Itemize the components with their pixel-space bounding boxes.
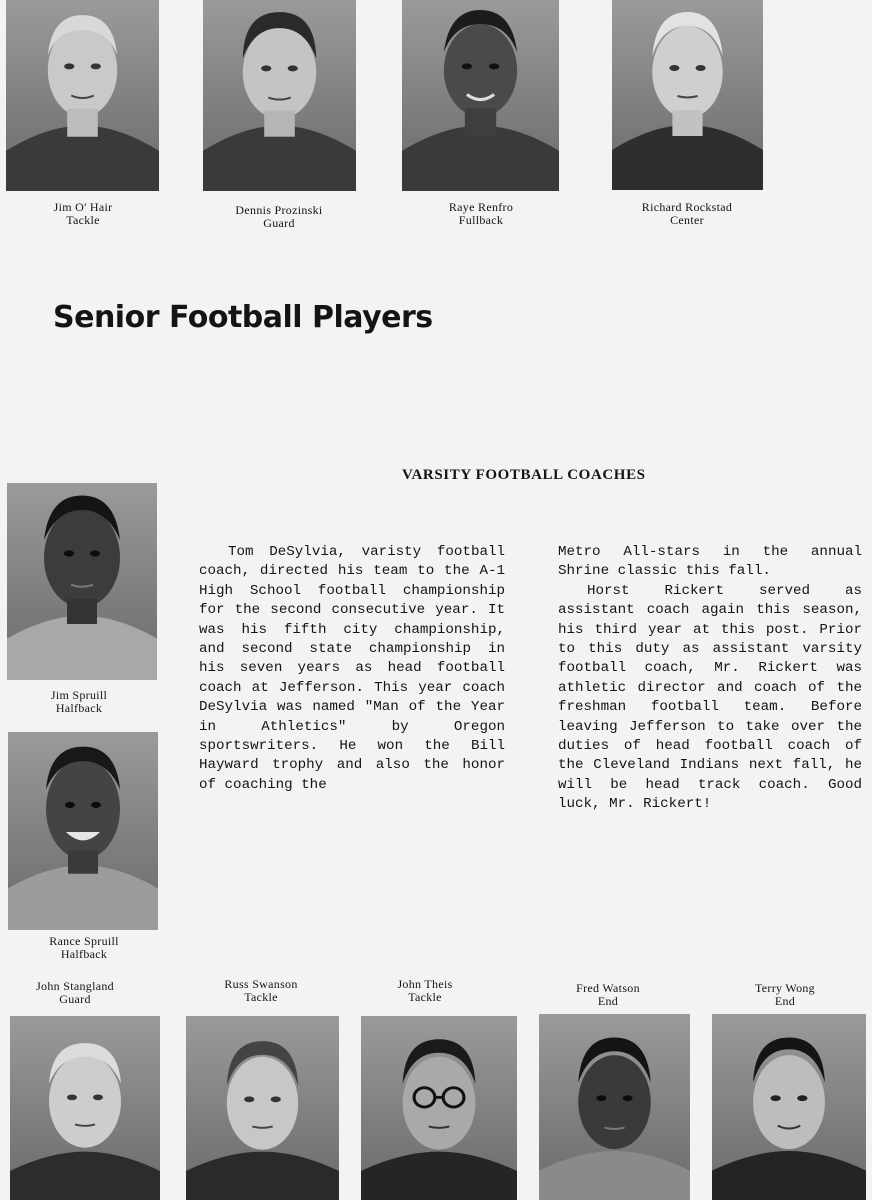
player-name: Jim Spruill: [50, 688, 108, 702]
player-position: End: [597, 994, 619, 1008]
player-name: Dennis Prozinski: [235, 203, 323, 217]
portrait-photo: [10, 1016, 160, 1200]
player-name: Richard Rockstad: [641, 200, 733, 214]
portrait-photo: [361, 1016, 517, 1200]
section-subheading: VARSITY FOOTBALL COACHES: [402, 467, 646, 483]
article-paragraph: Tom DeSylvia, varisty football coach, directed his team to the A-1 High School football championship for the second consecutive year. It was his fifth city championship, and second state championship in his seven years as head football coach at Jefferson. This year coach DeSylvia was named "Man of the Year in Athletics" by Oregon sportswriters. He won the Bill Hayward trophy and also the honor of coaching the: [199, 544, 505, 793]
player-caption: [362, 978, 488, 1004]
article-paragraph: Metro All-stars in the annual Shrine classic this fall.: [558, 544, 862, 580]
player-name: Fred Watson: [576, 981, 640, 995]
article-column-right: [558, 543, 862, 815]
player-position: Tackle: [408, 990, 442, 1004]
article-paragraph: Horst Rickert served as assistant coach again this season, his third year at this post. Prior to this duty as assistant varsity football coach, Mr. Rickert was athletic director and coach of the freshman football team. Before leaving Jefferson to take over the duties of head football coach of the Cleveland Indians next fall, he will be head track coach. Good luck, Mr. Rickert!: [558, 582, 862, 813]
player-caption: [12, 980, 138, 1006]
player-name: John Theis: [397, 977, 453, 991]
player-caption: [16, 689, 142, 715]
player-caption: [198, 978, 324, 1004]
player-position: Tackle: [66, 213, 100, 227]
player-position: Guard: [263, 216, 295, 230]
player-name: John Stangland: [36, 979, 114, 993]
player-caption: [21, 935, 147, 961]
player-name: Terry Wong: [755, 981, 815, 995]
player-caption: [624, 201, 750, 227]
portrait-photo: [712, 1014, 866, 1200]
player-position: End: [774, 994, 796, 1008]
player-caption: [418, 201, 544, 227]
player-name: Raye Renfro: [448, 200, 514, 214]
article-column-left: [199, 543, 505, 795]
portrait-photo: [402, 0, 559, 191]
player-caption: [722, 982, 848, 1008]
player-position: Halfback: [55, 701, 103, 715]
player-name: Rance Spruill: [49, 934, 119, 948]
player-position: Tackle: [244, 990, 278, 1004]
portrait-photo: [7, 483, 157, 680]
player-position: Center: [670, 213, 704, 227]
portrait-photo: [203, 0, 356, 191]
player-caption: [20, 201, 146, 227]
page-title: Senior Football Players: [53, 300, 433, 335]
portrait-photo: [8, 732, 158, 930]
player-name: Russ Swanson: [224, 977, 298, 991]
player-caption: [545, 982, 671, 1008]
player-caption: [216, 204, 342, 230]
portrait-photo: [186, 1016, 339, 1200]
portrait-photo: [6, 0, 159, 191]
player-position: Guard: [59, 992, 91, 1006]
player-name: Jim O' Hair: [53, 200, 113, 214]
player-position: Halfback: [60, 947, 108, 961]
player-position: Fullback: [458, 213, 504, 227]
portrait-photo: [539, 1014, 690, 1200]
portrait-photo: [612, 0, 763, 190]
